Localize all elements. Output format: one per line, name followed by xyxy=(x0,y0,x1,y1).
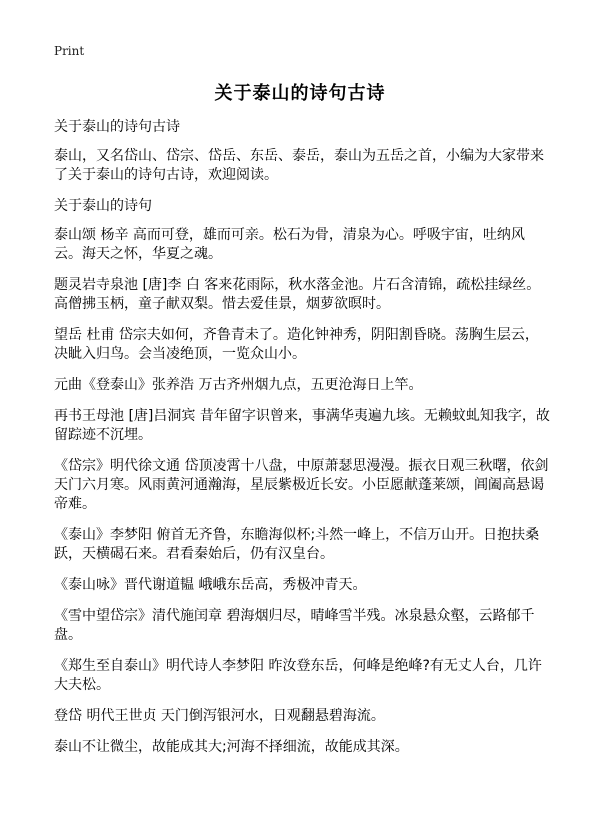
poem-paragraph: 题灵岩寺泉池 [唐]李 白 客来花雨际，秋水落金池。片石含清锦，疏松挂绿丝。高僧拂玉柄，童子献双梨。惜去爱佳景，烟萝欲暝时。 xyxy=(54,277,541,312)
page-title: 关于泰山的诗句古诗 xyxy=(214,83,386,104)
poem-paragraph: 登岱 明代王世贞 天门倒泻银河水，日观翻悬碧海流。 xyxy=(54,708,385,724)
section-heading: 关于泰山的诗句古诗 xyxy=(54,119,180,135)
poem-paragraph: 泰山颂 杨辛 高而可登，雄而可亲。松石为骨，清泉为心。呼吸宇宙，吐纳风云。海天之怀，华夏之魂。 xyxy=(54,227,525,262)
print-link[interactable]: Print xyxy=(54,44,85,58)
quote-paragraph: 泰山不让微尘，故能成其大;河海不择细流，故能成其深。 xyxy=(54,739,409,755)
intro-paragraph: 泰山，又名岱山、岱宗、岱岳、东岳、泰岳，泰山为五岳之首，小编为大家带来了关于泰山的诗句古诗，欢迎阅读。 xyxy=(54,148,544,183)
section-heading: 关于泰山的诗句 xyxy=(54,198,152,214)
poem-paragraph: 《岱宗》明代徐文通 岱顶凌霄十八盘，中原萧瑟思漫漫。振衣日观三秋曙，依剑天门六月寒。风雨黄河通瀚海，星辰紫极近长安。小臣愿献蓬莱颂，阊阖高悬谒帝难。 xyxy=(54,458,549,512)
poem-paragraph: 《泰山》李梦阳 俯首无齐鲁，东瞻海似杯;斗然一峰上，不信万山开。日抱扶桑跃，天横碣石来。君看秦始后，仍有汉皇台。 xyxy=(54,527,540,562)
poem-paragraph: 《泰山咏》晋代谢道韫 峨峨东岳高，秀极冲青天。 xyxy=(54,577,367,593)
poem-paragraph: 《雪中望岱宗》清代施闰章 碧海烟归尽，晴峰雪半残。冰泉悬众壑，云路郁千盘。 xyxy=(54,608,535,643)
poem-paragraph: 《郑生至自泰山》明代诗人李梦阳 昨汝登东岳，何峰是绝峰?有无丈人台，几许大夫松。 xyxy=(54,658,542,693)
article-body xyxy=(54,118,550,769)
poem-paragraph: 再书王母池 [唐]吕洞宾 昔年留字识曾来，事满华夷遍九垓。无赖蚊虬知我字，故留踪迹不沉埋。 xyxy=(54,408,550,443)
poem-paragraph: 元曲《登泰山》张养浩 万古齐州烟九点，五更沧海日上竿。 xyxy=(54,377,423,393)
poem-paragraph: 望岳 杜甫 岱宗夫如何，齐鲁青未了。造化钟神秀，阴阳割昏晓。荡胸生层云，决眦入归鸟。会当凌绝顶，一览众山小。 xyxy=(54,327,539,362)
